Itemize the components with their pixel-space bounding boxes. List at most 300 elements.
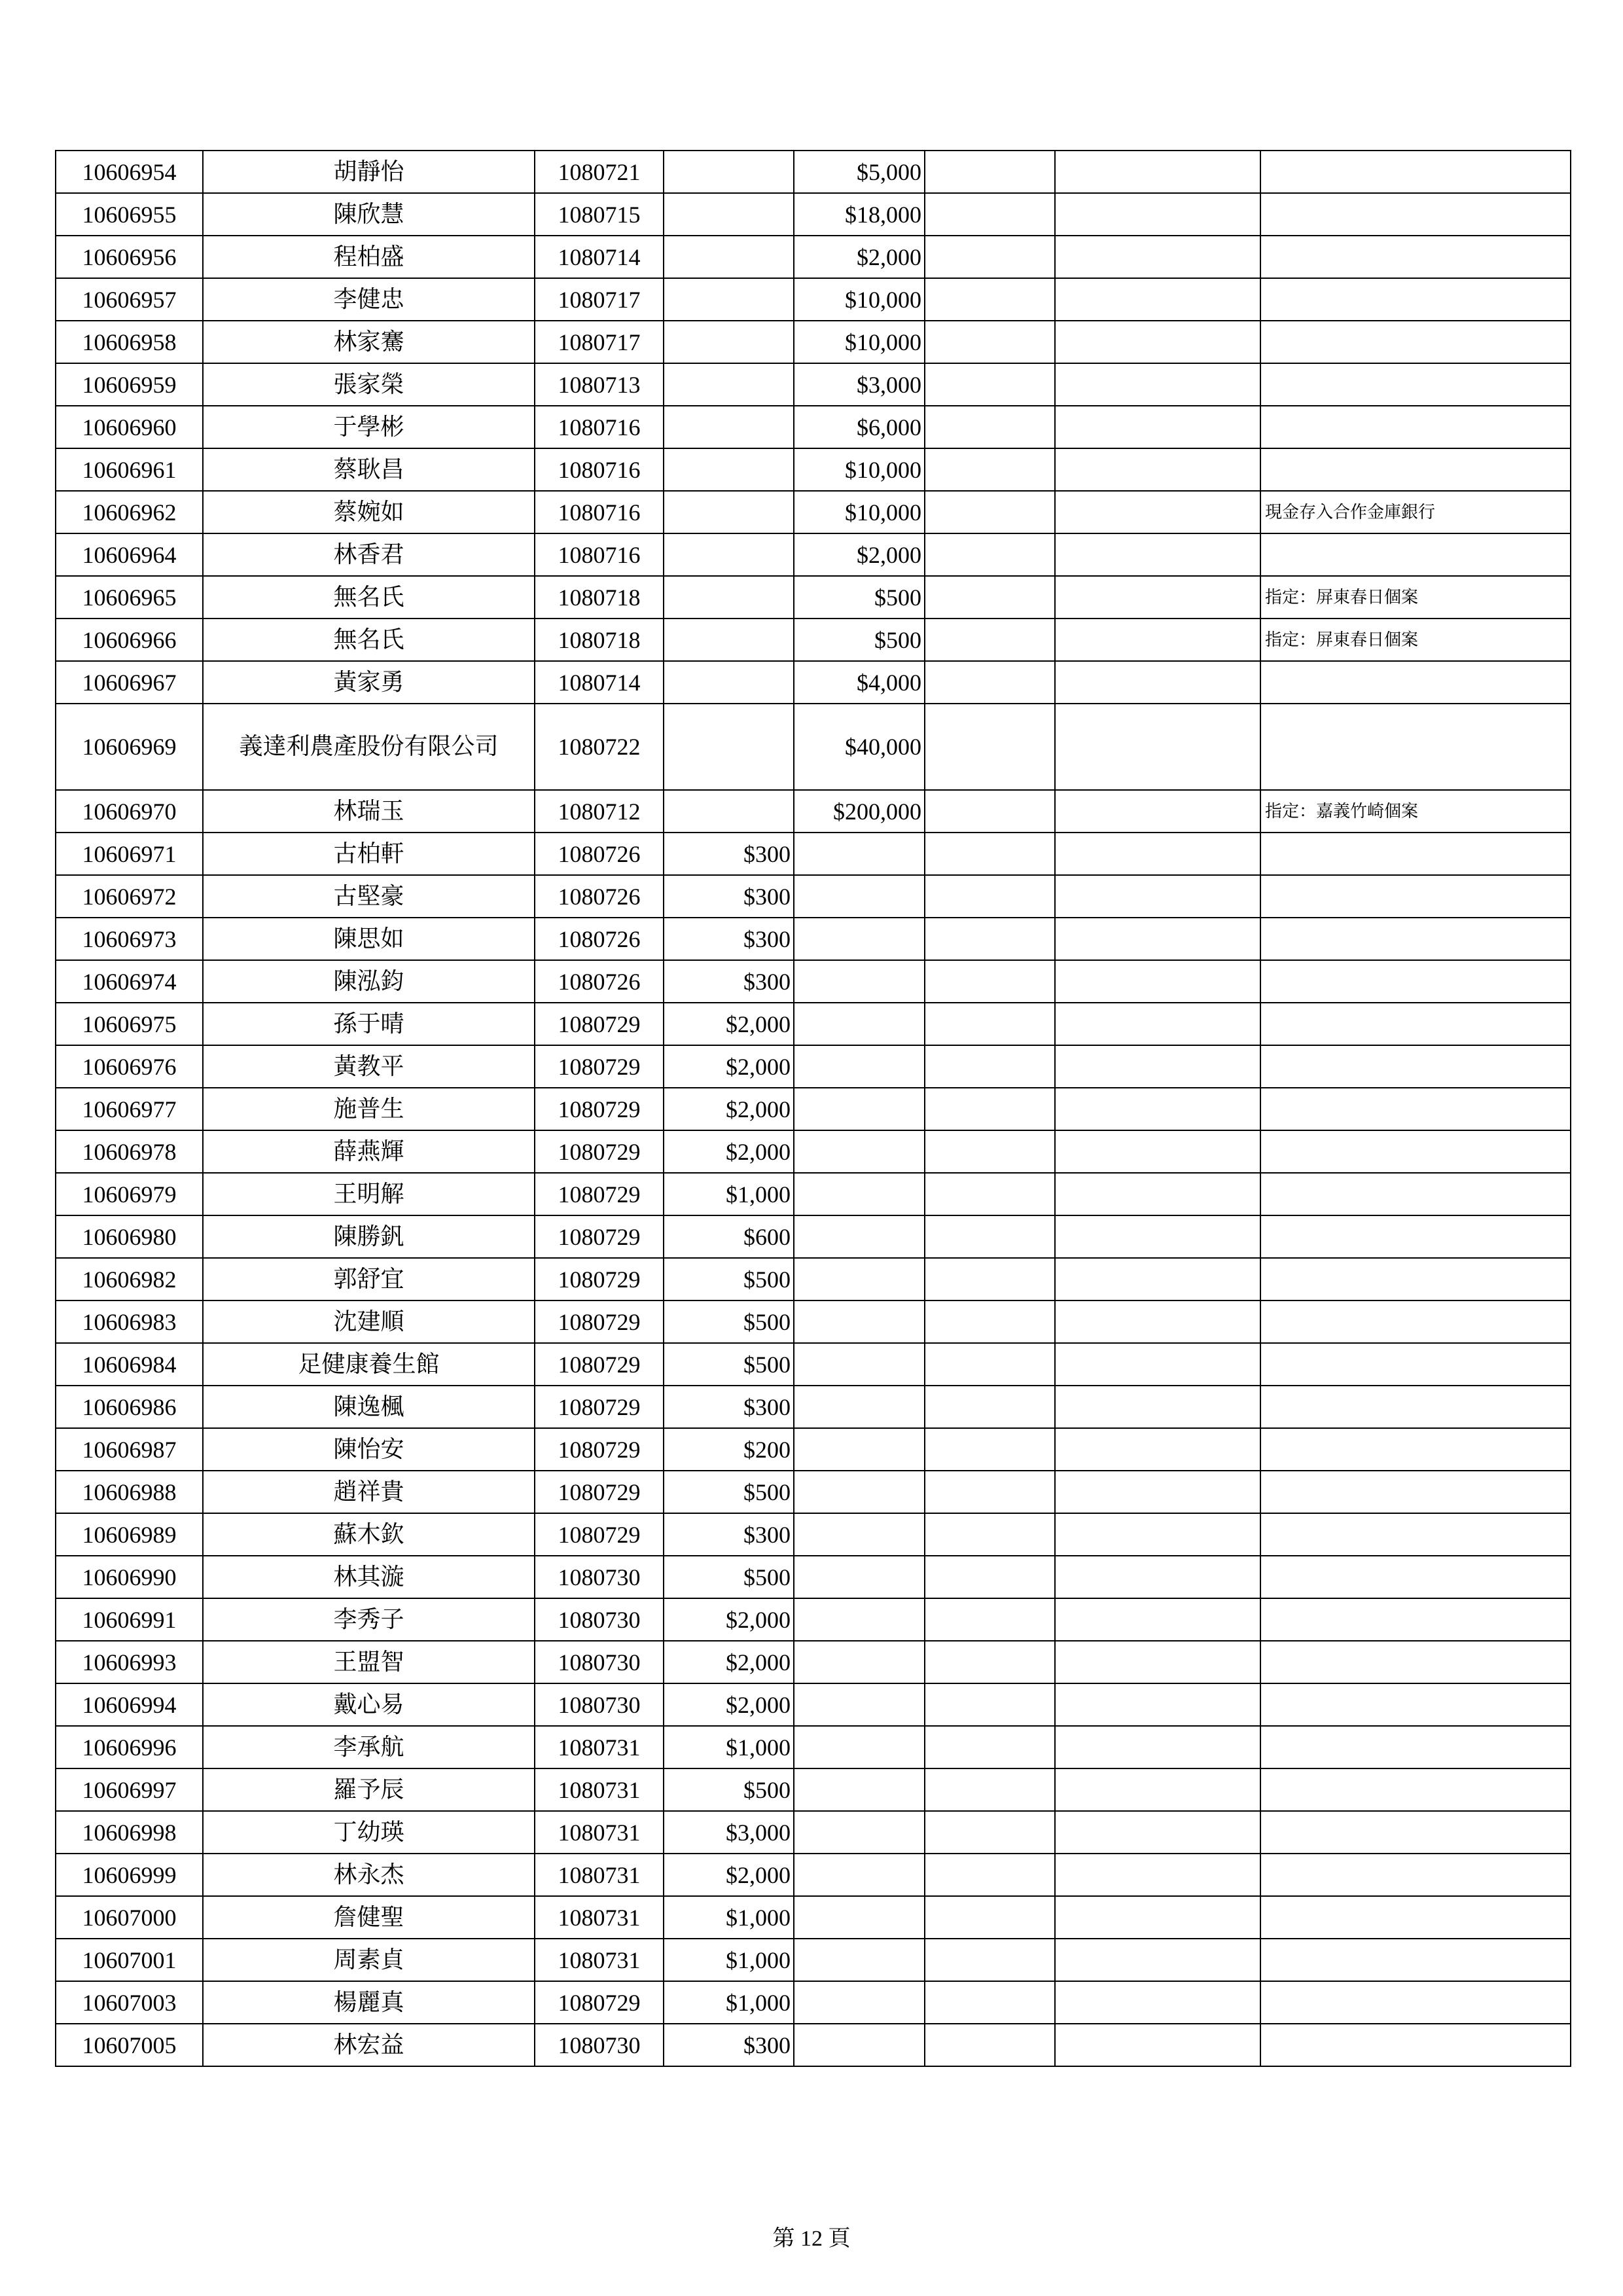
donor-name: 林香君 bbox=[203, 533, 535, 576]
table-row bbox=[56, 193, 1571, 236]
donor-name: 陳怡安 bbox=[203, 1428, 535, 1471]
remark bbox=[1260, 1513, 1571, 1556]
remark bbox=[1260, 236, 1571, 278]
amount-column-b: $10,000 bbox=[794, 448, 925, 491]
empty-cell bbox=[1055, 363, 1260, 406]
donor-name: 戴心易 bbox=[203, 1683, 535, 1726]
empty-cell bbox=[1055, 1981, 1260, 2024]
amount-column-a: $300 bbox=[664, 833, 794, 875]
donor-name: 于學彬 bbox=[203, 406, 535, 448]
amount-column-b: $500 bbox=[794, 576, 925, 619]
donation-date: 1080730 bbox=[535, 1641, 664, 1683]
table-row bbox=[56, 960, 1571, 1003]
receipt-number: 10606978 bbox=[56, 1130, 203, 1173]
receipt-number: 10606965 bbox=[56, 576, 203, 619]
receipt-number: 10606977 bbox=[56, 1088, 203, 1130]
empty-cell bbox=[1055, 321, 1260, 363]
amount-column-b: $2,000 bbox=[794, 236, 925, 278]
table-row bbox=[56, 1513, 1571, 1556]
receipt-number: 10606958 bbox=[56, 321, 203, 363]
empty-cell bbox=[925, 790, 1055, 833]
donor-name: 孫于晴 bbox=[203, 1003, 535, 1045]
receipt-number: 10606959 bbox=[56, 363, 203, 406]
empty-cell bbox=[1055, 448, 1260, 491]
amount-column-a bbox=[664, 491, 794, 533]
receipt-number: 10606957 bbox=[56, 278, 203, 321]
remark: 指定：嘉義竹崎個案 bbox=[1260, 790, 1571, 833]
donor-name: 林其漩 bbox=[203, 1556, 535, 1598]
remark bbox=[1260, 1428, 1571, 1471]
remark bbox=[1260, 1981, 1571, 2024]
remark bbox=[1260, 1768, 1571, 1811]
empty-cell bbox=[925, 576, 1055, 619]
donor-name: 陳勝釩 bbox=[203, 1215, 535, 1258]
empty-cell bbox=[1055, 1854, 1260, 1896]
donor-name: 陳逸楓 bbox=[203, 1386, 535, 1428]
amount-column-a: $1,000 bbox=[664, 1939, 794, 1981]
empty-cell bbox=[925, 1173, 1055, 1215]
empty-cell bbox=[1055, 1683, 1260, 1726]
table-row bbox=[56, 1768, 1571, 1811]
receipt-number: 10606999 bbox=[56, 1854, 203, 1896]
donation-date: 1080731 bbox=[535, 1939, 664, 1981]
donor-name: 詹健聖 bbox=[203, 1896, 535, 1939]
amount-column-a: $300 bbox=[664, 960, 794, 1003]
amount-column-a bbox=[664, 363, 794, 406]
amount-column-a: $500 bbox=[664, 1258, 794, 1300]
remark bbox=[1260, 1896, 1571, 1939]
remark bbox=[1260, 1641, 1571, 1683]
amount-column-b bbox=[794, 1556, 925, 1598]
donation-date: 1080729 bbox=[535, 1428, 664, 1471]
amount-column-a: $2,000 bbox=[664, 1854, 794, 1896]
empty-cell bbox=[925, 1386, 1055, 1428]
amount-column-a bbox=[664, 236, 794, 278]
amount-column-a: $500 bbox=[664, 1343, 794, 1386]
amount-column-b bbox=[794, 1386, 925, 1428]
empty-cell bbox=[1055, 151, 1260, 193]
receipt-number: 10606954 bbox=[56, 151, 203, 193]
donor-name: 陳思如 bbox=[203, 918, 535, 960]
remark bbox=[1260, 1683, 1571, 1726]
remark: 指定：屏東春日個案 bbox=[1260, 576, 1571, 619]
table-row bbox=[56, 918, 1571, 960]
empty-cell bbox=[1055, 1173, 1260, 1215]
amount-column-a bbox=[664, 790, 794, 833]
receipt-number: 10606976 bbox=[56, 1045, 203, 1088]
donor-name: 張家榮 bbox=[203, 363, 535, 406]
amount-column-b bbox=[794, 1896, 925, 1939]
receipt-number: 10606998 bbox=[56, 1811, 203, 1854]
table-row bbox=[56, 151, 1571, 193]
amount-column-a bbox=[664, 619, 794, 661]
receipt-number: 10606955 bbox=[56, 193, 203, 236]
empty-cell bbox=[1055, 1386, 1260, 1428]
empty-cell bbox=[1055, 576, 1260, 619]
amount-column-b: $10,000 bbox=[794, 491, 925, 533]
table-row bbox=[56, 2024, 1571, 2066]
donor-name: 李健忠 bbox=[203, 278, 535, 321]
empty-cell bbox=[925, 1598, 1055, 1641]
empty-cell bbox=[1055, 406, 1260, 448]
empty-cell bbox=[1055, 236, 1260, 278]
donation-date: 1080716 bbox=[535, 533, 664, 576]
amount-column-b: $6,000 bbox=[794, 406, 925, 448]
amount-column-a: $300 bbox=[664, 2024, 794, 2066]
donation-date: 1080718 bbox=[535, 619, 664, 661]
empty-cell bbox=[925, 833, 1055, 875]
remark: 現金存入合作金庫銀行 bbox=[1260, 491, 1571, 533]
empty-cell bbox=[1055, 833, 1260, 875]
empty-cell bbox=[1055, 1513, 1260, 1556]
remark bbox=[1260, 151, 1571, 193]
receipt-number: 10606983 bbox=[56, 1300, 203, 1343]
donor-name: 黃家勇 bbox=[203, 661, 535, 704]
empty-cell bbox=[1055, 1215, 1260, 1258]
remark bbox=[1260, 1726, 1571, 1768]
amount-column-a: $500 bbox=[664, 1300, 794, 1343]
amount-column-a bbox=[664, 321, 794, 363]
empty-cell bbox=[925, 1003, 1055, 1045]
amount-column-b bbox=[794, 1471, 925, 1513]
empty-cell bbox=[1055, 1471, 1260, 1513]
amount-column-b: $5,000 bbox=[794, 151, 925, 193]
amount-column-a bbox=[664, 193, 794, 236]
donor-name: 古堅豪 bbox=[203, 875, 535, 918]
empty-cell bbox=[925, 406, 1055, 448]
empty-cell bbox=[925, 1088, 1055, 1130]
amount-column-a: $300 bbox=[664, 875, 794, 918]
empty-cell bbox=[1055, 193, 1260, 236]
donor-name: 蔡耿昌 bbox=[203, 448, 535, 491]
table-row bbox=[56, 1641, 1571, 1683]
empty-cell bbox=[1055, 533, 1260, 576]
empty-cell bbox=[925, 1258, 1055, 1300]
empty-cell bbox=[925, 151, 1055, 193]
table-row bbox=[56, 1811, 1571, 1854]
donation-date: 1080721 bbox=[535, 151, 664, 193]
donation-date: 1080726 bbox=[535, 875, 664, 918]
remark bbox=[1260, 1343, 1571, 1386]
table-row bbox=[56, 619, 1571, 661]
donation-date: 1080729 bbox=[535, 1343, 664, 1386]
amount-column-b bbox=[794, 1130, 925, 1173]
donation-date: 1080715 bbox=[535, 193, 664, 236]
table-row bbox=[56, 1683, 1571, 1726]
receipt-number: 10606991 bbox=[56, 1598, 203, 1641]
donation-date: 1080729 bbox=[535, 1215, 664, 1258]
empty-cell bbox=[1055, 1896, 1260, 1939]
donor-name: 林瑞玉 bbox=[203, 790, 535, 833]
donation-date: 1080729 bbox=[535, 1130, 664, 1173]
receipt-number: 10606974 bbox=[56, 960, 203, 1003]
empty-cell bbox=[1055, 1641, 1260, 1683]
donation-date: 1080714 bbox=[535, 661, 664, 704]
receipt-number: 10606988 bbox=[56, 1471, 203, 1513]
receipt-number: 10606973 bbox=[56, 918, 203, 960]
donor-name: 林永杰 bbox=[203, 1854, 535, 1896]
amount-column-b: $4,000 bbox=[794, 661, 925, 704]
empty-cell bbox=[925, 1130, 1055, 1173]
table-row bbox=[56, 833, 1571, 875]
donation-date: 1080730 bbox=[535, 1683, 664, 1726]
receipt-number: 10606975 bbox=[56, 1003, 203, 1045]
donor-name: 足健康養生館 bbox=[203, 1343, 535, 1386]
empty-cell bbox=[925, 1045, 1055, 1088]
amount-column-a: $2,000 bbox=[664, 1045, 794, 1088]
donation-date: 1080731 bbox=[535, 1854, 664, 1896]
empty-cell bbox=[925, 491, 1055, 533]
remark bbox=[1260, 1215, 1571, 1258]
amount-column-a: $3,000 bbox=[664, 1811, 794, 1854]
table-row bbox=[56, 363, 1571, 406]
donation-date: 1080729 bbox=[535, 1173, 664, 1215]
amount-column-b bbox=[794, 1598, 925, 1641]
donor-name: 薛燕輝 bbox=[203, 1130, 535, 1173]
amount-column-a: $2,000 bbox=[664, 1683, 794, 1726]
table-row bbox=[56, 1088, 1571, 1130]
amount-column-a bbox=[664, 406, 794, 448]
amount-column-a: $1,000 bbox=[664, 1896, 794, 1939]
donor-name: 丁幼瑛 bbox=[203, 1811, 535, 1854]
donor-name: 林家騫 bbox=[203, 321, 535, 363]
empty-cell bbox=[1055, 278, 1260, 321]
amount-column-b bbox=[794, 1513, 925, 1556]
amount-column-a: $1,000 bbox=[664, 1981, 794, 2024]
donation-date: 1080726 bbox=[535, 960, 664, 1003]
donor-name: 沈建順 bbox=[203, 1300, 535, 1343]
table-row bbox=[56, 448, 1571, 491]
donation-date: 1080731 bbox=[535, 1726, 664, 1768]
donation-date: 1080716 bbox=[535, 491, 664, 533]
receipt-number: 10606990 bbox=[56, 1556, 203, 1598]
table-row bbox=[56, 661, 1571, 704]
remark bbox=[1260, 1258, 1571, 1300]
remark bbox=[1260, 1854, 1571, 1896]
amount-column-a: $200 bbox=[664, 1428, 794, 1471]
amount-column-a bbox=[664, 661, 794, 704]
donor-name: 趙祥貴 bbox=[203, 1471, 535, 1513]
remark bbox=[1260, 960, 1571, 1003]
amount-column-b bbox=[794, 960, 925, 1003]
amount-column-b bbox=[794, 1045, 925, 1088]
empty-cell bbox=[925, 1939, 1055, 1981]
amount-column-b bbox=[794, 1343, 925, 1386]
amount-column-b bbox=[794, 1768, 925, 1811]
receipt-number: 10606956 bbox=[56, 236, 203, 278]
empty-cell bbox=[925, 278, 1055, 321]
amount-column-b bbox=[794, 1300, 925, 1343]
empty-cell bbox=[925, 1768, 1055, 1811]
amount-column-b: $500 bbox=[794, 619, 925, 661]
empty-cell bbox=[925, 960, 1055, 1003]
amount-column-b bbox=[794, 1683, 925, 1726]
donation-date: 1080714 bbox=[535, 236, 664, 278]
remark bbox=[1260, 1598, 1571, 1641]
amount-column-b bbox=[794, 1641, 925, 1683]
table-row bbox=[56, 1130, 1571, 1173]
empty-cell bbox=[925, 363, 1055, 406]
table-row bbox=[56, 406, 1571, 448]
amount-column-b: $40,000 bbox=[794, 704, 925, 790]
amount-column-a bbox=[664, 151, 794, 193]
table-row bbox=[56, 1386, 1571, 1428]
empty-cell bbox=[1055, 1428, 1260, 1471]
remark bbox=[1260, 1130, 1571, 1173]
empty-cell bbox=[925, 1726, 1055, 1768]
empty-cell bbox=[925, 1556, 1055, 1598]
empty-cell bbox=[1055, 960, 1260, 1003]
amount-column-b bbox=[794, 1854, 925, 1896]
remark bbox=[1260, 406, 1571, 448]
donor-name: 李承航 bbox=[203, 1726, 535, 1768]
receipt-number: 10606966 bbox=[56, 619, 203, 661]
empty-cell bbox=[1055, 1726, 1260, 1768]
donation-date: 1080729 bbox=[535, 1386, 664, 1428]
donor-name: 林宏益 bbox=[203, 2024, 535, 2066]
empty-cell bbox=[925, 1896, 1055, 1939]
remark bbox=[1260, 1556, 1571, 1598]
receipt-number: 10606964 bbox=[56, 533, 203, 576]
table-row bbox=[56, 1300, 1571, 1343]
receipt-number: 10606971 bbox=[56, 833, 203, 875]
receipt-number: 10606982 bbox=[56, 1258, 203, 1300]
empty-cell bbox=[925, 2024, 1055, 2066]
table-row bbox=[56, 1896, 1571, 1939]
donor-name: 楊麗真 bbox=[203, 1981, 535, 2024]
table-row bbox=[56, 1045, 1571, 1088]
donation-date: 1080716 bbox=[535, 406, 664, 448]
donor-name: 無名氏 bbox=[203, 576, 535, 619]
donation-date: 1080717 bbox=[535, 278, 664, 321]
remark bbox=[1260, 1811, 1571, 1854]
remark bbox=[1260, 363, 1571, 406]
donor-name: 古柏軒 bbox=[203, 833, 535, 875]
empty-cell bbox=[1055, 1300, 1260, 1343]
amount-column-a: $2,000 bbox=[664, 1003, 794, 1045]
remark: 指定：屏東春日個案 bbox=[1260, 619, 1571, 661]
empty-cell bbox=[1055, 1258, 1260, 1300]
receipt-number: 10606969 bbox=[56, 704, 203, 790]
table-row bbox=[56, 1556, 1571, 1598]
remark bbox=[1260, 1939, 1571, 1981]
donation-date: 1080731 bbox=[535, 1811, 664, 1854]
receipt-number: 10606960 bbox=[56, 406, 203, 448]
receipt-number: 10606997 bbox=[56, 1768, 203, 1811]
donation-date: 1080729 bbox=[535, 1300, 664, 1343]
remark bbox=[1260, 448, 1571, 491]
donation-date: 1080712 bbox=[535, 790, 664, 833]
amount-column-b bbox=[794, 1258, 925, 1300]
table-row bbox=[56, 875, 1571, 918]
empty-cell bbox=[925, 1343, 1055, 1386]
table-row bbox=[56, 1215, 1571, 1258]
donor-name: 王明解 bbox=[203, 1173, 535, 1215]
donation-date: 1080730 bbox=[535, 1556, 664, 1598]
page-number: 第 12 頁 bbox=[772, 2227, 851, 2251]
amount-column-a: $2,000 bbox=[664, 1130, 794, 1173]
donation-date: 1080731 bbox=[535, 1896, 664, 1939]
donation-date: 1080729 bbox=[535, 1003, 664, 1045]
donor-name: 黃教平 bbox=[203, 1045, 535, 1088]
table-row bbox=[56, 1981, 1571, 2024]
table-row bbox=[56, 1598, 1571, 1641]
empty-cell bbox=[1055, 1598, 1260, 1641]
amount-column-b bbox=[794, 1003, 925, 1045]
donor-name: 李秀子 bbox=[203, 1598, 535, 1641]
empty-cell bbox=[925, 1513, 1055, 1556]
receipt-number: 10606986 bbox=[56, 1386, 203, 1428]
amount-column-b bbox=[794, 2024, 925, 2066]
donor-name: 陳泓鈞 bbox=[203, 960, 535, 1003]
amount-column-a bbox=[664, 704, 794, 790]
amount-column-a bbox=[664, 278, 794, 321]
amount-column-b: $10,000 bbox=[794, 321, 925, 363]
donor-name: 施普生 bbox=[203, 1088, 535, 1130]
receipt-number: 10607000 bbox=[56, 1896, 203, 1939]
amount-column-a: $2,000 bbox=[664, 1088, 794, 1130]
remark bbox=[1260, 833, 1571, 875]
remark bbox=[1260, 278, 1571, 321]
donor-name: 無名氏 bbox=[203, 619, 535, 661]
table-row bbox=[56, 1471, 1571, 1513]
receipt-number: 10607003 bbox=[56, 1981, 203, 2024]
donor-name: 蘇木欽 bbox=[203, 1513, 535, 1556]
table-row bbox=[56, 1428, 1571, 1471]
table-row bbox=[56, 1173, 1571, 1215]
table-row bbox=[56, 1726, 1571, 1768]
amount-column-b bbox=[794, 1428, 925, 1471]
amount-column-a: $300 bbox=[664, 1386, 794, 1428]
receipt-number: 10606996 bbox=[56, 1726, 203, 1768]
remark bbox=[1260, 193, 1571, 236]
empty-cell bbox=[1055, 1343, 1260, 1386]
amount-column-b bbox=[794, 833, 925, 875]
remark bbox=[1260, 1088, 1571, 1130]
remark bbox=[1260, 533, 1571, 576]
amount-column-b bbox=[794, 1215, 925, 1258]
donation-date: 1080726 bbox=[535, 833, 664, 875]
donor-name: 周素貞 bbox=[203, 1939, 535, 1981]
empty-cell bbox=[925, 1641, 1055, 1683]
receipt-number: 10606962 bbox=[56, 491, 203, 533]
amount-column-a: $500 bbox=[664, 1471, 794, 1513]
table-row bbox=[56, 1343, 1571, 1386]
amount-column-b bbox=[794, 1811, 925, 1854]
remark bbox=[1260, 1471, 1571, 1513]
empty-cell bbox=[1055, 1811, 1260, 1854]
table-row bbox=[56, 533, 1571, 576]
remark bbox=[1260, 918, 1571, 960]
empty-cell bbox=[1055, 1045, 1260, 1088]
table-row bbox=[56, 321, 1571, 363]
amount-column-a: $2,000 bbox=[664, 1641, 794, 1683]
empty-cell bbox=[925, 918, 1055, 960]
receipt-number: 10607001 bbox=[56, 1939, 203, 1981]
amount-column-b: $10,000 bbox=[794, 278, 925, 321]
empty-cell bbox=[1055, 1939, 1260, 1981]
empty-cell bbox=[925, 619, 1055, 661]
receipt-number: 10606989 bbox=[56, 1513, 203, 1556]
remark bbox=[1260, 1045, 1571, 1088]
empty-cell bbox=[925, 533, 1055, 576]
amount-column-a: $300 bbox=[664, 918, 794, 960]
table-row bbox=[56, 704, 1571, 790]
empty-cell bbox=[1055, 875, 1260, 918]
amount-column-b bbox=[794, 1726, 925, 1768]
empty-cell bbox=[925, 321, 1055, 363]
amount-column-a bbox=[664, 533, 794, 576]
